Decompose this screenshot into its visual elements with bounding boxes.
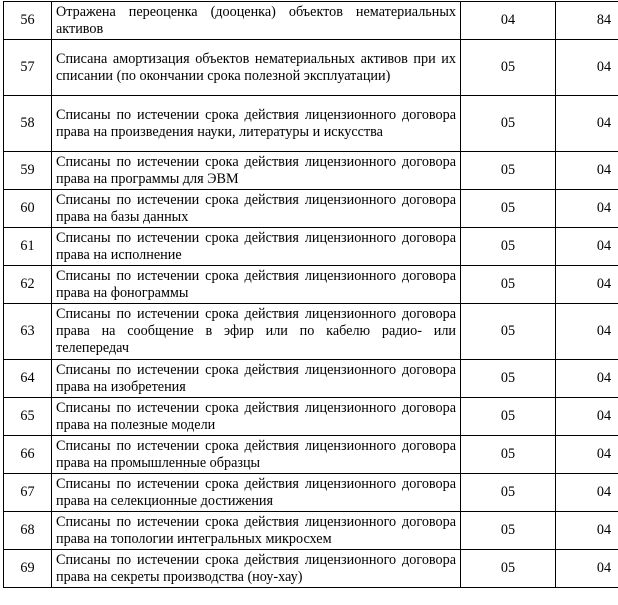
debit-account: 05 — [461, 550, 556, 588]
operation-description: Списаны по истечении срока действия лицензионного договора права на изобретения — [52, 360, 461, 398]
operation-description: Списаны по истечении срока действия лицензионного договора права на базы данных — [52, 190, 461, 228]
operation-description: Отражена переоценка (дооценка) объектов нематериальных активов — [52, 2, 461, 40]
row-number: 68 — [4, 512, 52, 550]
row-number: 65 — [4, 398, 52, 436]
table-row — [4, 40, 618, 96]
credit-account: 84 — [556, 2, 618, 40]
debit-account: 05 — [461, 398, 556, 436]
row-number: 62 — [4, 266, 52, 304]
operation-description: Списаны по истечении срока действия лицензионного договора права на промышленные образцы — [52, 436, 461, 474]
operation-description: Списаны по истечении срока действия лицензионного договора права на сообщение в эфир или по кабелю радио- или телепередач — [52, 304, 461, 360]
credit-account: 04 — [556, 474, 618, 512]
table-row — [4, 398, 618, 436]
credit-account: 04 — [556, 152, 618, 190]
debit-account: 05 — [461, 190, 556, 228]
row-number: 61 — [4, 228, 52, 266]
table-row — [4, 2, 618, 40]
credit-account: 04 — [556, 550, 618, 588]
credit-account: 04 — [556, 190, 618, 228]
debit-account: 05 — [461, 266, 556, 304]
table-row — [4, 436, 618, 474]
debit-account: 05 — [461, 512, 556, 550]
accounting-entries-table — [3, 1, 618, 588]
table-row — [4, 550, 618, 588]
table-row — [4, 190, 618, 228]
table-row — [4, 304, 618, 360]
debit-account: 05 — [461, 40, 556, 96]
credit-account: 04 — [556, 398, 618, 436]
debit-account: 04 — [461, 2, 556, 40]
row-number: 63 — [4, 304, 52, 360]
credit-account: 04 — [556, 436, 618, 474]
credit-account: 04 — [556, 96, 618, 152]
table-row — [4, 96, 618, 152]
row-number: 58 — [4, 96, 52, 152]
credit-account: 04 — [556, 304, 618, 360]
row-number: 66 — [4, 436, 52, 474]
operation-description: Списаны по истечении срока действия лицензионного договора права на селекционные достижения — [52, 474, 461, 512]
row-number: 56 — [4, 2, 52, 40]
table-row — [4, 360, 618, 398]
operation-description: Списаны по истечении срока действия лицензионного договора права на топологии интегральных микросхем — [52, 512, 461, 550]
row-number: 64 — [4, 360, 52, 398]
credit-account: 04 — [556, 360, 618, 398]
operation-description: Списаны по истечении срока действия лицензионного договора права на полезные модели — [52, 398, 461, 436]
row-number: 60 — [4, 190, 52, 228]
debit-account: 05 — [461, 304, 556, 360]
credit-account: 04 — [556, 40, 618, 96]
table-row — [4, 228, 618, 266]
debit-account: 05 — [461, 474, 556, 512]
debit-account: 05 — [461, 228, 556, 266]
operation-description: Списаны по истечении срока действия лицензионного договора права на фонограммы — [52, 266, 461, 304]
debit-account: 05 — [461, 360, 556, 398]
debit-account: 05 — [461, 96, 556, 152]
operation-description: Списана амортизация объектов нематериальных активов при их списании (по окончании срока полезной эксплуатации) — [52, 40, 461, 96]
row-number: 59 — [4, 152, 52, 190]
operation-description: Списаны по истечении срока действия лицензионного договора права на произведения науки, литературы и искусства — [52, 96, 461, 152]
operation-description: Списаны по истечении срока действия лицензионного договора права на секреты производства (ноу-хау) — [52, 550, 461, 588]
operation-description: Списаны по истечении срока действия лицензионного договора права на программы для ЭВМ — [52, 152, 461, 190]
operation-description: Списаны по истечении срока действия лицензионного договора права на исполнение — [52, 228, 461, 266]
credit-account: 04 — [556, 228, 618, 266]
table-row — [4, 474, 618, 512]
debit-account: 05 — [461, 436, 556, 474]
table-row — [4, 266, 618, 304]
table-row — [4, 152, 618, 190]
table-row — [4, 512, 618, 550]
row-number: 57 — [4, 40, 52, 96]
row-number: 67 — [4, 474, 52, 512]
row-number: 69 — [4, 550, 52, 588]
credit-account: 04 — [556, 266, 618, 304]
credit-account: 04 — [556, 512, 618, 550]
debit-account: 05 — [461, 152, 556, 190]
